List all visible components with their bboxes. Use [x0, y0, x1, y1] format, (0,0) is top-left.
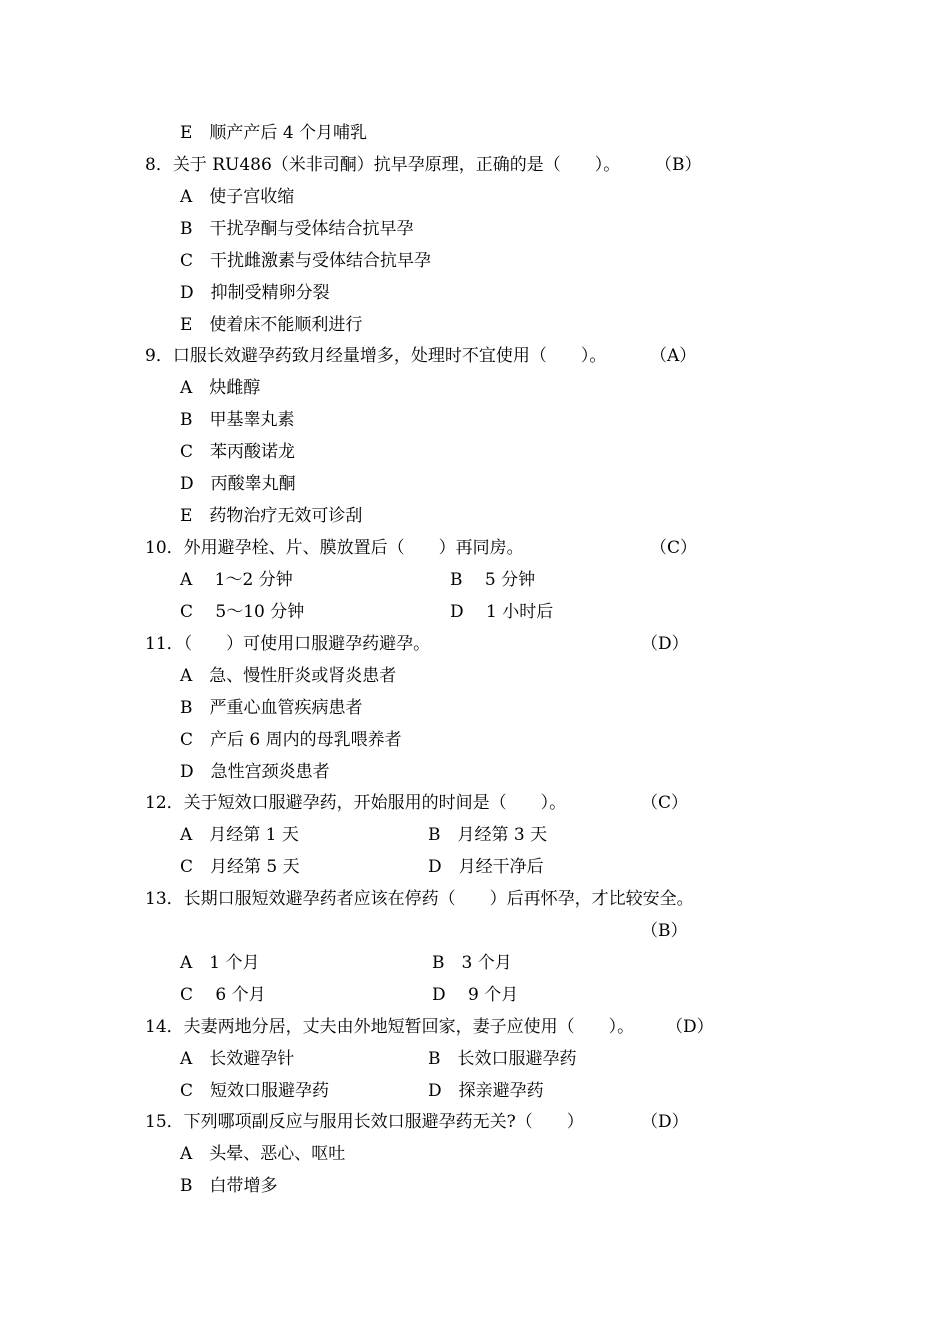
question-stem: 12．关于短效口服避孕药，开始服用的时间是（ ）。: [145, 793, 567, 813]
option-line: A 长效避孕针: [180, 1049, 295, 1069]
question-stem: 15．下列哪项副反应与服用长效口服避孕药无关?（ ）: [145, 1112, 584, 1132]
option-line: B 白带增多: [180, 1176, 278, 1196]
option-line: D 9 个月: [432, 985, 519, 1005]
option-line: B 3 个月: [432, 953, 512, 973]
option-line: C 短效口服避孕药: [180, 1081, 330, 1101]
option-line: D 月经干净后: [428, 857, 544, 877]
answer-key: （D）: [666, 1017, 714, 1037]
option-line: D 丙酸睾丸酮: [180, 474, 296, 494]
option-line: A 使子宫收缩: [180, 187, 295, 207]
option-line: B 甲基睾丸素: [180, 410, 295, 430]
option-line: A 月经第 1 天: [180, 825, 299, 845]
option-line: B 5 分钟: [450, 570, 536, 590]
question-stem: 9．口服长效避孕药致月经量增多，处理时不宜使用（ ）。: [145, 346, 607, 366]
option-line: A 炔雌醇: [180, 378, 261, 398]
option-line: D 抑制受精卵分裂: [180, 283, 330, 303]
option-line: C 苯丙酸诺龙: [180, 442, 296, 462]
option-line: E 使着床不能顺利进行: [180, 315, 363, 335]
answer-key: （C）: [641, 793, 689, 813]
answer-key: （C）: [650, 538, 698, 558]
option-line: B 长效口服避孕药: [428, 1049, 577, 1069]
option-line: E 顺产产后 4 个月哺乳: [180, 123, 368, 143]
answer-key: （D）: [641, 634, 689, 654]
option-line: C 产后 6 周内的母乳喂养者: [180, 730, 402, 750]
option-line: A 1～2 分钟: [180, 570, 293, 590]
question-stem: 10．外用避孕栓、片、膜放置后（ ）再同房。: [145, 538, 524, 558]
option-line: A 1 个月: [180, 953, 260, 973]
option-line: B 月经第 3 天: [428, 825, 548, 845]
answer-key: （A）: [650, 346, 697, 366]
option-line: C 6 个月: [180, 985, 266, 1005]
option-line: A 急、慢性肝炎或肾炎患者: [180, 666, 397, 686]
option-line: C 月经第 5 天: [180, 857, 300, 877]
option-line: B 干扰孕酮与受体结合抗早孕: [180, 219, 414, 239]
option-line: D 1 小时后: [450, 602, 554, 622]
question-stem: 13．长期口服短效避孕药者应该在停药（ ）后再怀孕，才比较安全。: [145, 889, 694, 909]
option-line: C 5～10 分钟: [180, 602, 305, 622]
option-line: C 干扰雌激素与受体结合抗早孕: [180, 251, 432, 271]
answer-key: （D）: [641, 1112, 689, 1132]
answer-key: （B）: [641, 921, 688, 941]
question-stem: 11．（ ）可使用口服避孕药避孕。: [145, 634, 431, 654]
option-line: B 严重心血管疾病患者: [180, 698, 363, 718]
question-stem: 14．夫妻两地分居，丈夫由外地短暂回家，妻子应使用（ ）。: [145, 1017, 635, 1037]
option-line: D 探亲避孕药: [428, 1081, 544, 1101]
option-line: A 头晕、恶心、呕吐: [180, 1144, 346, 1164]
option-line: E 药物治疗无效可诊刮: [180, 506, 363, 526]
question-stem: 8．关于 RU486（米非司酮）抗早孕原理，正确的是（ ）。: [145, 155, 621, 175]
answer-key: （B）: [655, 155, 702, 175]
option-line: D 急性宫颈炎患者: [180, 762, 330, 782]
